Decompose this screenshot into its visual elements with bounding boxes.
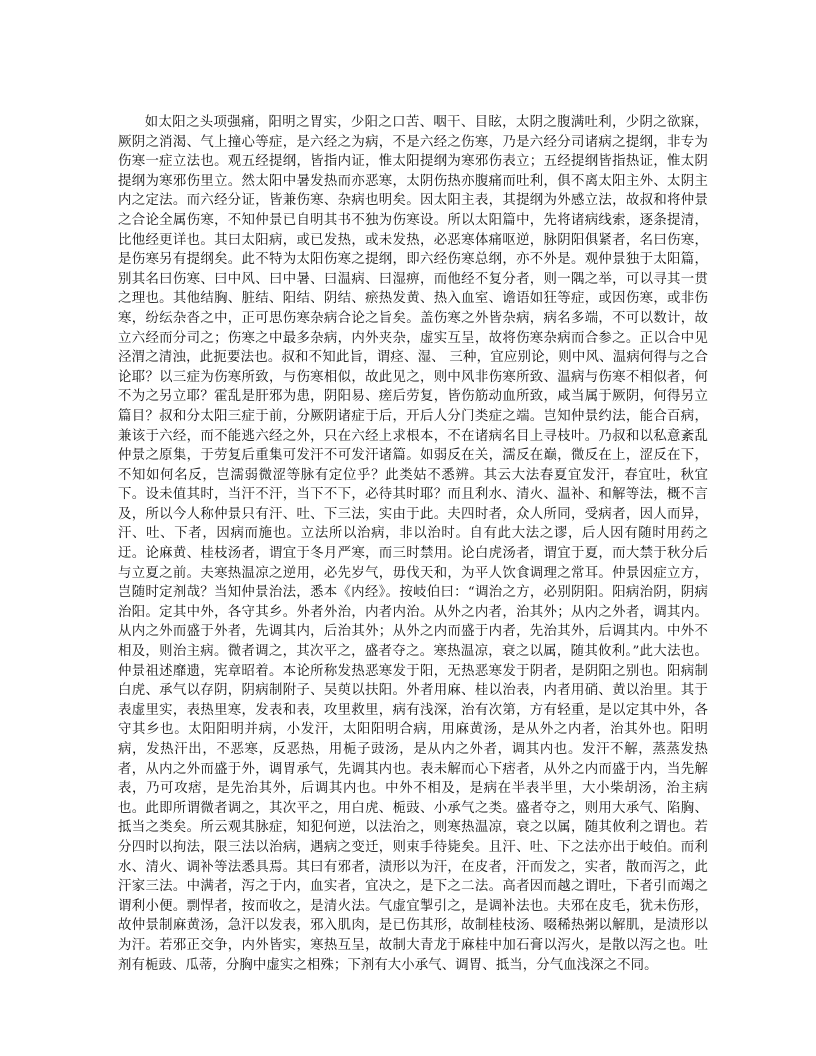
- body-paragraph: 如太阳之头项强痛，阳明之胃实，少阳之口苦、咽干、目眩，太阴之腹满吐利，少阴之欲寐，厥阴之消渴、气上撞心等症，是六经之为病，不是六经之伤寒，乃是六经分司诸病之提纲，非专为伤寒一症立法也。观五经提纲，皆指内证，惟太阳提纲为寒邪伤表立；五经提纲皆指热证，惟太阴提纲为寒邪伤里立。然太阳中暑发热而亦恶寒，太阴伤热亦腹痛而吐利，俱不离太阳主外、太阴主内之定法。而六经分证，皆兼伤寒、杂病也明矣。因太阳主表，其提纲为外感立法，故叔和将仲景之合论全属伤寒，不知仲景已自明其书不独为伤寒设。所以太阳篇中，先将诸病线索，逐条提清，比他经更详也。其曰太阳病，或已发热，或未发热，必恶寒体痛呕逆，脉阴阳俱紧者，名曰伤寒，是伤寒另有提纲矣。此不特为太阳伤寒之提纲，即六经伤寒总纲，亦不外是。观仲景独于太阳篇，别其名曰伤寒、曰中风、曰中暑、曰温病、曰湿痹，而他经不复分者，则一隅之举，可以寻其一贯之理也。其他结胸、脏结、阳结、阴结、瘀热发黄、热入血室、谵语如狂等症，或因伤寒，或非伤寒，纷纭杂沓之中，正可思伤寒杂病合论之旨矣。盖伤寒之外皆杂病，病名多端，不可以数计，故立六经而分司之；伤寒之中最多杂病，内外夹杂，虚实互呈，故将伤寒杂病而合参之。正以合中见泾渭之清浊，此扼要法也。叔和不知此旨，谓痉、湿、 三种，宜应别论，则中风、温病何得与之合论耶？以三症为伤寒所致，与伤寒相似，故此见之，则中风非伤寒所致、温病与伤寒不相似者，何不为之另立耶？霍乱是肝邪为患，阴阳易、瘥后劳复，皆伤筋动血所致，咸当属于厥阴，何得另立篇目？叔和分太阳三症于前，分厥阴诸症于后，开后人分门类症之端。岂知仲景约法，能合百病，兼该于六经，而不能逃六经之外，只在六经上求根本，不在诸病名目上寻枝叶。乃叔和以私意紊乱仲景之原集，于劳复后重集可发汗不可发汗诸篇。如弱反在关，濡反在巅，微反在上，涩反在下，不知如何名反，岂濡弱微涩等脉有定位乎？此类姑不悉辨。其云大法春夏宜发汗，春宜吐，秋宜下。设未值其时，当汗不汗，当下不下，必待其时耶？而且利水、清火、温补、和解等法，概不言及，所以今人称仲景只有汗、吐、下三法，实由于此。夫四时者，众人所同，受病者，因人而异，汗、吐、下者，因病而施也。立法所以治病，非以治时。自有此大法之谬，后人因有随时用药之迂。论麻黄、桂枝汤者，谓宜于冬月严寒，而三时禁用。论白虎汤者，谓宜于夏，而大禁于秋分后与立夏之前。夫寒热温凉之逆用，必先岁气，毋伐天和，为平人饮食调理之常耳。仲景因症立方，岂随时定剂哉？当知仲景治法，悉本《内经》。按岐伯曰：“调治之方，必别阴阳。阳病治阴，阴病治阳。定其中外，各守其乡。外者外治，内者内治。从外之内者，治其外；从内之外者，调其内。从内之外而盛于外者，先调其内，后治其外；从外之内而盛于内者，先治其外，后调其内。中外不相及，则治主病。微者调之，其次平之，盛者夺之。寒热温凉，衰之以属，随其攸利。”此大法也。仲景祖述靡遗，宪章昭着。本论所称发热恶寒发于阳，无热恶寒发于阴者，是阴阳之别也。阳病制白虎、承气以存阴，阴病制附子、吴萸以扶阳。外者用麻、桂以治表，内者用硝、黄以治里。其于表虚里实，表热里寒，发表和表，攻里救里，病有浅深，治有次第，方有轻重，是以定其中外，各守其乡也。太阳阳明并病，小发汗，太阳阳明合病，用麻黄汤，是从外之内者，治其外也。阳明病，发热汗出，不恶寒，反恶热，用栀子豉汤，是从内之外者，调其内也。发汗不解，蒸蒸发热者，从内之外而盛于外，调胃承气，先调其内也。表未解而心下痞者，从外之内而盛于内，当先解表，乃可攻痞，是先治其外，后调其内也。中外不相及，是病在半表半里，大小柴胡汤，治主病也。此即所谓微者调之，其次平之，用白虎、栀豉、小承气之类。盛者夺之，则用大承气、陷胸、抵当之类矣。所云观其脉症，知犯何逆，以法治之，则寒热温凉，衰之以属，随其攸利之谓也。若分四时以拘法，限三法以治病，遇病之变迁，则束手待毙矣。且汗、吐、下之法亦出于岐伯。而利水、清火、调补等法悉具焉。其曰有邪者，渍形以为汗，在皮者，汗而发之，实者，散而泻之，此汗家三法。中满者，泻之于内，血实者，宜决之，是下之二法。高者因而越之谓吐，下者引而竭之谓利小便。剽悍者，按而收之，是清火法。气虚宜掣引之，是调补法也。夫邪在皮毛，犹未伤形，故仲景制麻黄汤，急汗以发表，邪入肌肉，是已伤其形，故制桂枝汤、啜稀热粥以解肌，是渍形以为汗。若邪正交争，内外皆实，寒热互呈，故制大青龙于麻桂中加石膏以泻火，是散以泻之也。吐剂有栀豉、瓜蒂，分胸中虚实之相殊；下剂有大小承气、调胃、抵当，分气血浅深之不同。: [118, 115, 708, 973]
